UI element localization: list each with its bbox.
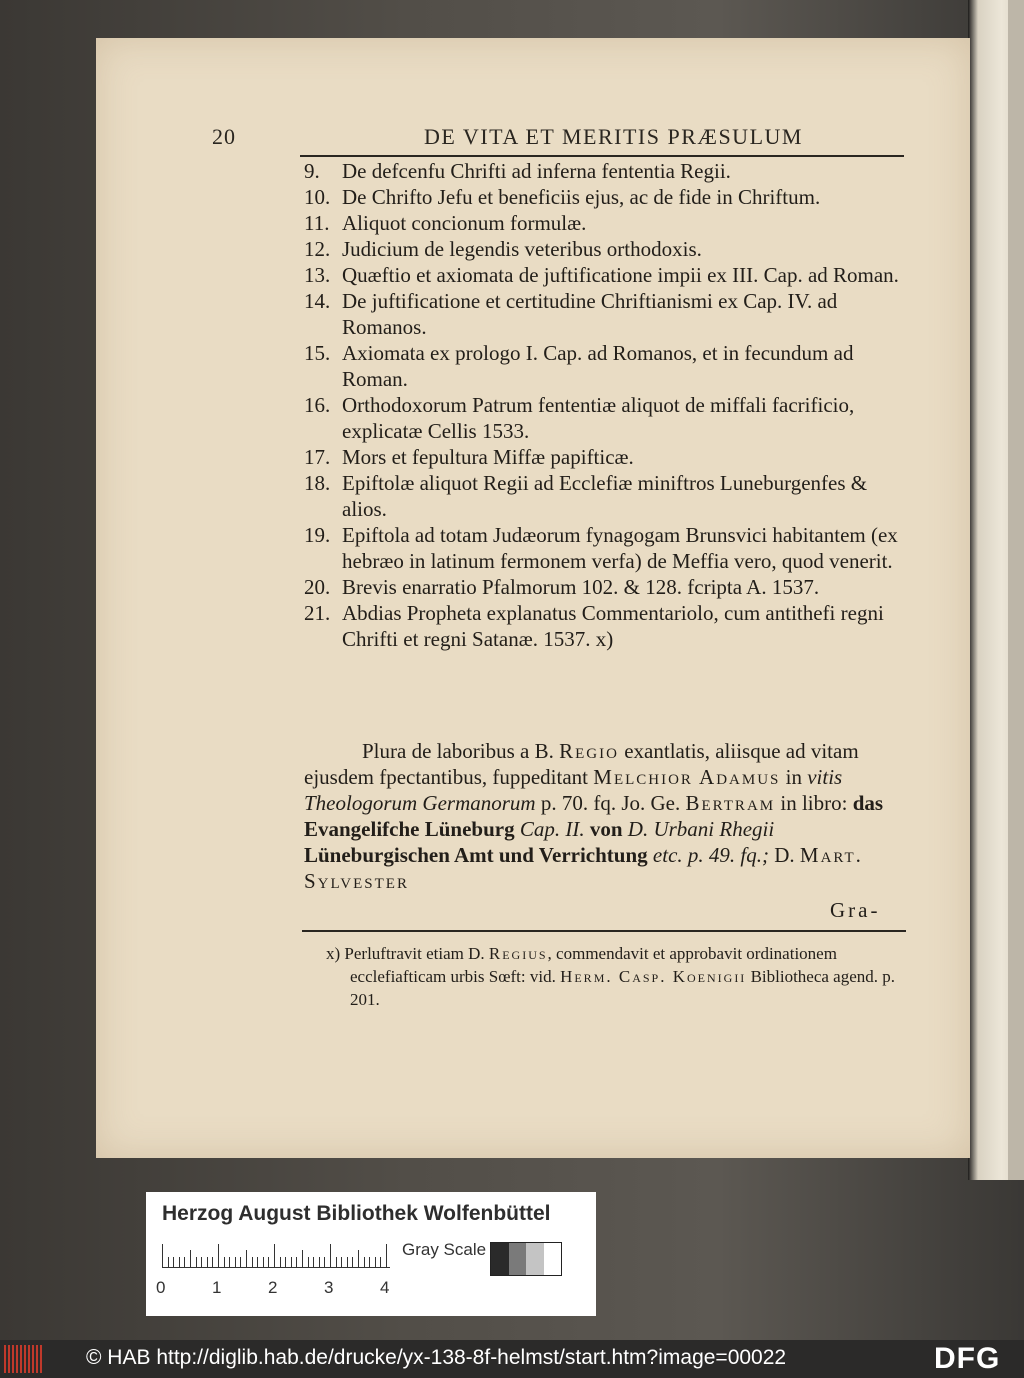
ruler-tick [173, 1257, 174, 1268]
barcode-bar [20, 1345, 22, 1373]
barcode-bar [36, 1345, 38, 1373]
list-item [304, 574, 906, 600]
scale-numbers [156, 1278, 396, 1298]
entry-text: Epiftola ad totam Judæorum fynagogam Brunsvici habitantem (ex hebræo in latinum fermonem verfa) de Meffia vero, quod venerit. [342, 523, 898, 573]
entry-number: 18. [304, 471, 331, 495]
footnote-text: Bibliotheca agend. p. 201. [350, 967, 896, 1009]
ruler-tick [341, 1257, 342, 1268]
dfg-logo: DFG [934, 1342, 1001, 1375]
para-blackletter: Lüneburgischen Amt und Verrichtung [304, 843, 648, 867]
ruler-tick [324, 1257, 325, 1268]
entry-text: Abdias Propheta explanatus Commentariolo, cum antithefi regni Chrifti et regni Satanæ. 1537. x) [342, 601, 884, 651]
page-number: 20 [212, 124, 236, 149]
barcode-bar [24, 1345, 26, 1373]
adjacent-page-fore-edge [1008, 0, 1024, 1180]
entry-number: 21. [304, 601, 331, 625]
entry-text: Orthodoxorum Patrum fententiæ aliquot de miffali facrificio, explicatæ Cellis 1533. [342, 393, 855, 443]
ruler-tick [179, 1257, 180, 1268]
scale-number: 2 [268, 1278, 278, 1297]
gray-swatch [491, 1243, 509, 1275]
para-title: Cap. II. [519, 817, 585, 841]
ruler-tick [252, 1257, 253, 1268]
ruler-tick [268, 1257, 269, 1268]
list-item [304, 262, 906, 288]
entry-text: Mors et fepultura Miffæ papifticæ. [342, 445, 634, 469]
gray-swatch [509, 1243, 527, 1275]
ruler-tick [235, 1257, 236, 1268]
para-title: D. Urbani Rhegii [627, 817, 775, 841]
ruler-tick [246, 1250, 247, 1268]
para-name: Melchior Adamus [593, 765, 781, 789]
ruler-tick [380, 1257, 381, 1268]
para-name: Mart. Sylvester [304, 843, 863, 893]
ruler-tick [257, 1257, 258, 1268]
barcode-bar [40, 1345, 42, 1373]
entry-text: De Chrifto Jefu et beneficiis ejus, ac de fide in Chriftum. [342, 185, 821, 209]
barcode-bar [8, 1345, 10, 1373]
footnote-name: Herm. Casp. Koenigii [560, 967, 747, 986]
ruler-tick [364, 1257, 365, 1268]
ruler-tick [347, 1257, 348, 1268]
ruler-tick [168, 1257, 169, 1268]
scale-number: 0 [156, 1278, 166, 1297]
entry-text: Axiomata ex prologo I. Cap. ad Romanos, et in fecundum ad Roman. [342, 341, 854, 391]
copyright-link[interactable]: © HAB http://diglib.hab.de/drucke/yx-138-8f-helmst/start.htm?image=00022 [86, 1346, 787, 1369]
list-item [304, 340, 906, 392]
entry-number: 12. [304, 237, 331, 261]
ruler-tick [240, 1257, 241, 1268]
gray-swatch [544, 1243, 562, 1275]
library-name: Herzog August Bibliothek Wolfenbüttel [162, 1202, 551, 1225]
ruler-tick [190, 1250, 191, 1268]
catchword: Gra- [830, 898, 881, 922]
ruler-tick [285, 1257, 286, 1268]
para-text: D. [774, 843, 795, 867]
list-item [304, 288, 906, 340]
entry-number: 11. [304, 211, 330, 235]
list-item [304, 522, 906, 574]
ruler-tick [302, 1250, 303, 1268]
list-item [304, 444, 906, 470]
scale-ruler [162, 1242, 390, 1268]
entry-number: 15. [304, 341, 331, 365]
para-blackletter: von [589, 817, 623, 841]
body-paragraph [304, 738, 906, 894]
gray-swatch [526, 1243, 544, 1275]
footnote-text: , commendavit et approbavit ordinationem ecclefiafticam urbis Sœft: vid. [350, 944, 837, 986]
scale-number: 1 [212, 1278, 222, 1297]
para-text: Plura de laboribus a B. [362, 739, 554, 763]
entry-text: Epiftolæ aliquot Regii ad Ecclefiæ miniftros Luneburgenfes & alios. [342, 471, 868, 521]
barcode-bar [4, 1345, 6, 1373]
footnote-text: x) Perluftravit etiam D. [326, 944, 485, 963]
para-text: exantlatis, aliisque ad vitam ejusdem fpectantibus, fuppeditant [304, 739, 859, 789]
para-text: in libro: [780, 791, 848, 815]
scale-number: 4 [380, 1278, 390, 1297]
para-text: in [785, 765, 802, 789]
entry-text: Aliquot concionum formulæ. [342, 211, 587, 235]
ruler-tick [229, 1257, 230, 1268]
header-rule [300, 155, 904, 157]
scale-number: 3 [324, 1278, 334, 1297]
ruler-tick [369, 1257, 370, 1268]
ruler-tick [274, 1244, 275, 1268]
entry-text: Judicium de legendis veteribus orthodoxis. [342, 237, 702, 261]
list-item [304, 184, 906, 210]
running-head: DE VITA ET MERITIS PRÆSULUM [424, 124, 803, 149]
entry-number: 13. [304, 263, 331, 287]
ruler-tick [319, 1257, 320, 1268]
footnote-body [326, 942, 906, 1011]
list-item [304, 392, 906, 444]
ruler-tick [162, 1244, 163, 1268]
entry-number: 14. [304, 289, 331, 313]
para-name: Bertram [685, 791, 776, 815]
para-title: etc. p. 49. fq.; [652, 843, 769, 867]
barcode-bar [28, 1345, 30, 1373]
ruler-tick [352, 1257, 353, 1268]
ruler-tick [280, 1257, 281, 1268]
barcode-bar [12, 1345, 14, 1373]
list-item [304, 600, 906, 652]
list-item [304, 210, 906, 236]
entry-text: Brevis enarratio Pfalmorum 102. & 128. fcripta A. 1537. [342, 575, 820, 599]
ruler-tick [291, 1257, 292, 1268]
ruler-tick [375, 1257, 376, 1268]
entry-text: De defcenfu Chrifti ad inferna fententia Regii. [342, 159, 731, 183]
footnote-rule [302, 930, 906, 932]
ruler-tick [212, 1257, 213, 1268]
para-name: Regio [559, 739, 619, 763]
barcode-icon [4, 1345, 48, 1373]
ruler-tick [201, 1257, 202, 1268]
list-item [304, 158, 906, 184]
gray-scale-swatches [490, 1242, 562, 1276]
ruler-tick [224, 1257, 225, 1268]
ruler-tick [308, 1257, 309, 1268]
list-item [304, 236, 906, 262]
barcode-bar [16, 1345, 18, 1373]
entry-number: 10. [304, 185, 331, 209]
ruler-tick [296, 1257, 297, 1268]
entry-number: 17. [304, 445, 331, 469]
page-header [212, 124, 906, 154]
para-text: p. 70. fq. Jo. Ge. [540, 791, 681, 815]
ruler-tick [313, 1257, 314, 1268]
viewer-footer [0, 1340, 1024, 1378]
footnote-name: Regius [488, 944, 548, 963]
ruler-tick [330, 1244, 331, 1268]
entry-text: De juftificatione et certitudine Chriftianismi ex Cap. IV. ad Romanos. [342, 289, 838, 339]
entry-number: 19. [304, 523, 331, 547]
barcode-bar [32, 1345, 34, 1373]
ruler-tick [184, 1257, 185, 1268]
entry-list [304, 158, 906, 652]
ruler-tick [207, 1257, 208, 1268]
ruler-tick [386, 1244, 387, 1268]
list-item [304, 470, 906, 522]
entry-number: 20. [304, 575, 331, 599]
entry-number: 9. [304, 159, 320, 183]
ruler-tick [336, 1257, 337, 1268]
entry-number: 16. [304, 393, 331, 417]
ruler-tick [358, 1250, 359, 1268]
ruler-tick [218, 1244, 219, 1268]
gray-scale-label: Gray Scale [402, 1240, 487, 1259]
ruler-tick [196, 1257, 197, 1268]
adjacent-page-edge [968, 0, 1024, 1180]
ruler-tick [263, 1257, 264, 1268]
para-title: vitis Theologorum Germanorum [304, 765, 843, 815]
entry-text: Quæftio et axiomata de juftificatione impii ex III. Cap. ad Roman. [342, 263, 899, 287]
footnote [326, 942, 906, 1011]
library-color-card [146, 1192, 596, 1316]
para-blackletter: das Evangelifche Lüneburg [304, 791, 884, 841]
